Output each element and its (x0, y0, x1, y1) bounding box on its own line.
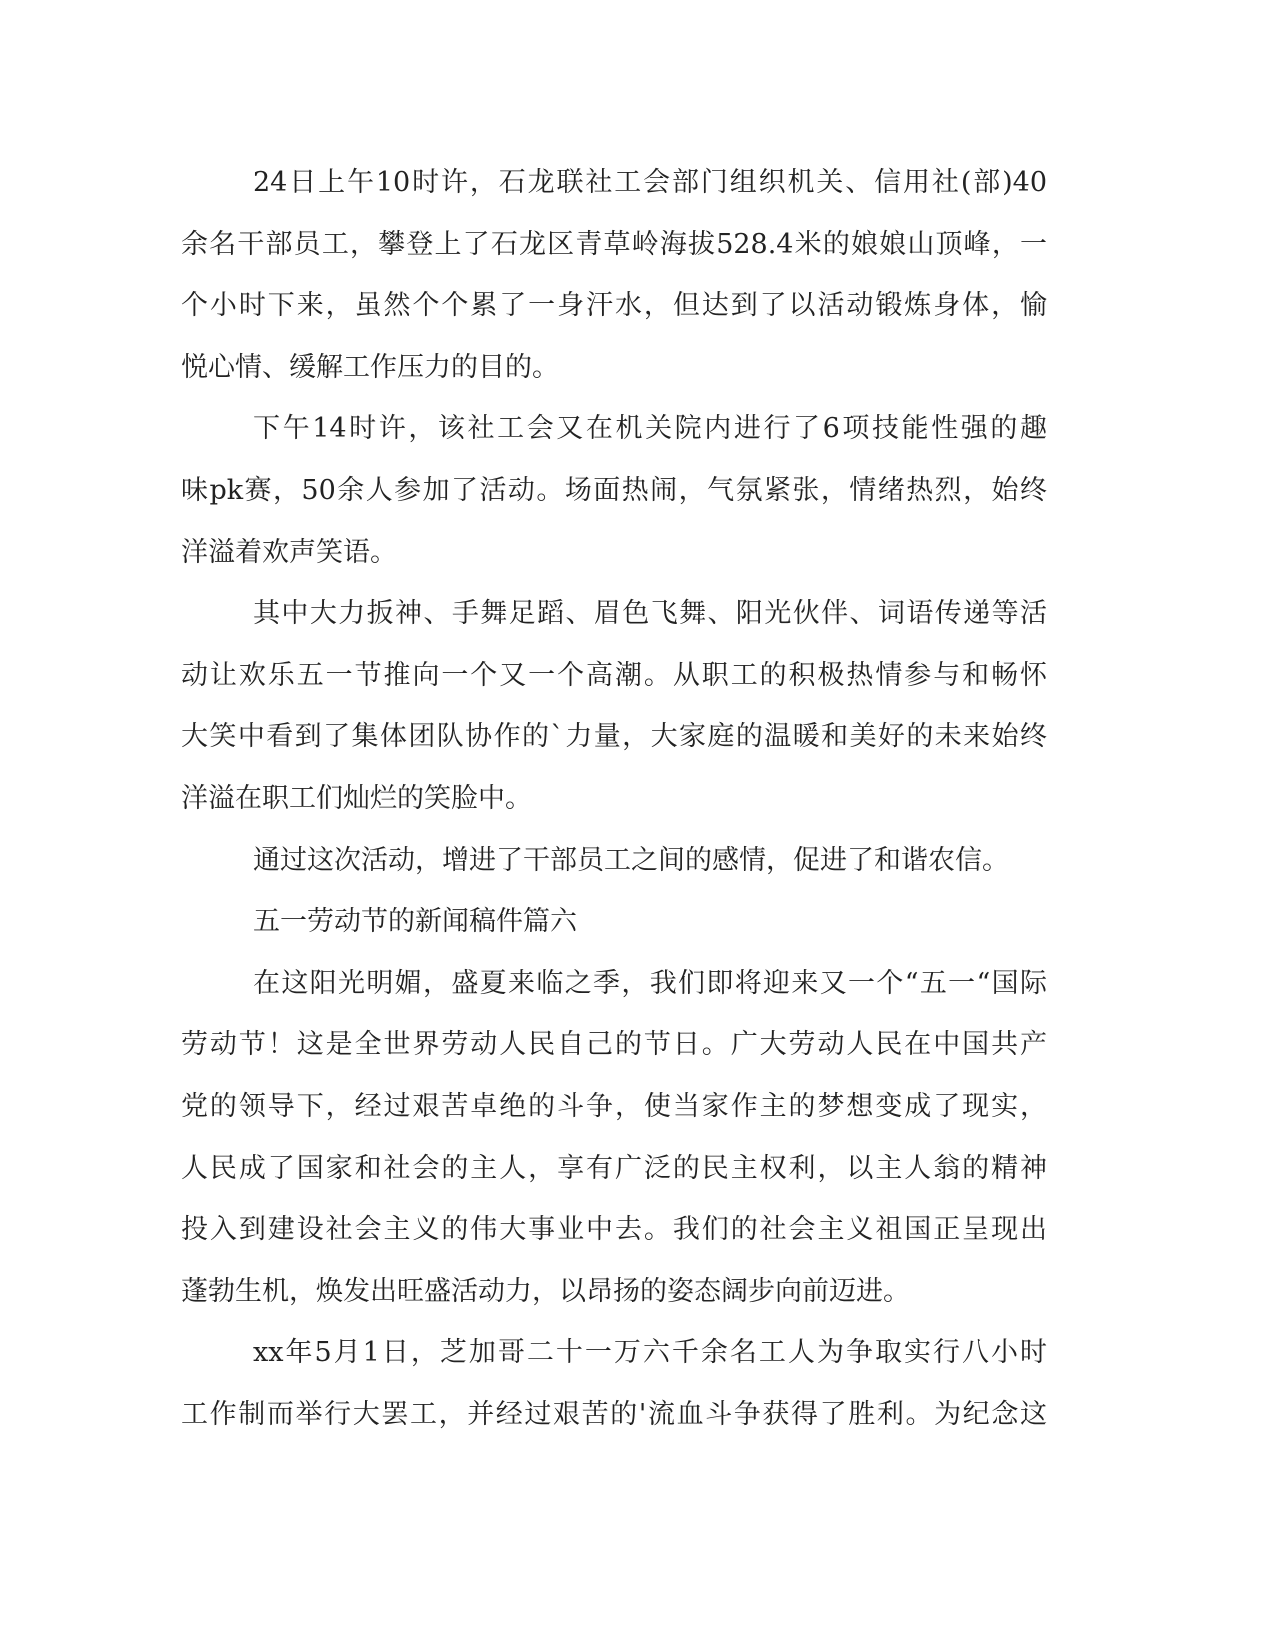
text-line: 动让欢乐五一节推向一个又一个高潮。从职工的积极热情参与和畅怀 (181, 659, 1047, 691)
text-line: 洋溢着欢声笑语。 (181, 536, 397, 568)
text-line: 味pk赛，50余人参加了活动。场面热闹，气氛紧张，情绪热烈，始终 (181, 474, 1047, 506)
text-line: 其中大力扳神、手舞足蹈、眉色飞舞、阳光伙伴、词语传递等活 (253, 598, 1047, 630)
text-line: 余名干部员工，攀登上了石龙区青草岭海拔528.4米的娘娘山顶峰，一 (181, 228, 1047, 260)
text-line: 人民成了国家和社会的主人，享有广泛的民主权利，以主人翁的精神 (181, 1152, 1047, 1184)
text-line: 下午14时许，该社工会又在机关院内进行了6项技能性强的趣 (253, 413, 1047, 445)
text-line: 劳动节！这是全世界劳动人民自己的节日。广大劳动人民在中国共产 (181, 1029, 1047, 1061)
text-line: 党的领导下，经过艰苦卓绝的斗争，使当家作主的梦想变成了现实， (181, 1090, 1047, 1122)
text-line: 通过这次活动，增进了干部员工之间的感情，促进了和谐农信。 (253, 844, 1009, 876)
text-line: 洋溢在职工们灿烂的笑脸中。 (181, 782, 532, 814)
document-page (181, 152, 1047, 1445)
text-line: 24日上午10时许，石龙联社工会部门组织机关、信用社(部)40 (253, 167, 1047, 198)
text-line: 工作制而举行大罢工，并经过艰苦的'流血斗争获得了胜利。为纪念这 (181, 1398, 1047, 1430)
text-line: xx年5月1日，芝加哥二十一万六千余名工人为争取实行八小时 (253, 1337, 1047, 1369)
text-line: 个小时下来，虽然个个累了一身汗水，但达到了以活动锻炼身体，愉 (181, 290, 1047, 322)
text-line: 在这阳光明媚，盛夏来临之季，我们即将迎来又一个“五一“国际 (253, 967, 1047, 999)
text-line: 投入到建设社会主义的伟大事业中去。我们的社会主义祖国正呈现出 (181, 1214, 1047, 1246)
text-line: 蓬勃生机，焕发出旺盛活动力，以昂扬的姿态阔步向前迈进。 (181, 1275, 910, 1307)
text-line: 大笑中看到了集体团队协作的`力量，大家庭的温暖和美好的未来始终 (181, 721, 1047, 753)
text-line: 悦心情、缓解工作压力的目的。 (181, 351, 559, 383)
section-heading: 五一劳动节的新闻稿件篇六 (253, 906, 577, 938)
